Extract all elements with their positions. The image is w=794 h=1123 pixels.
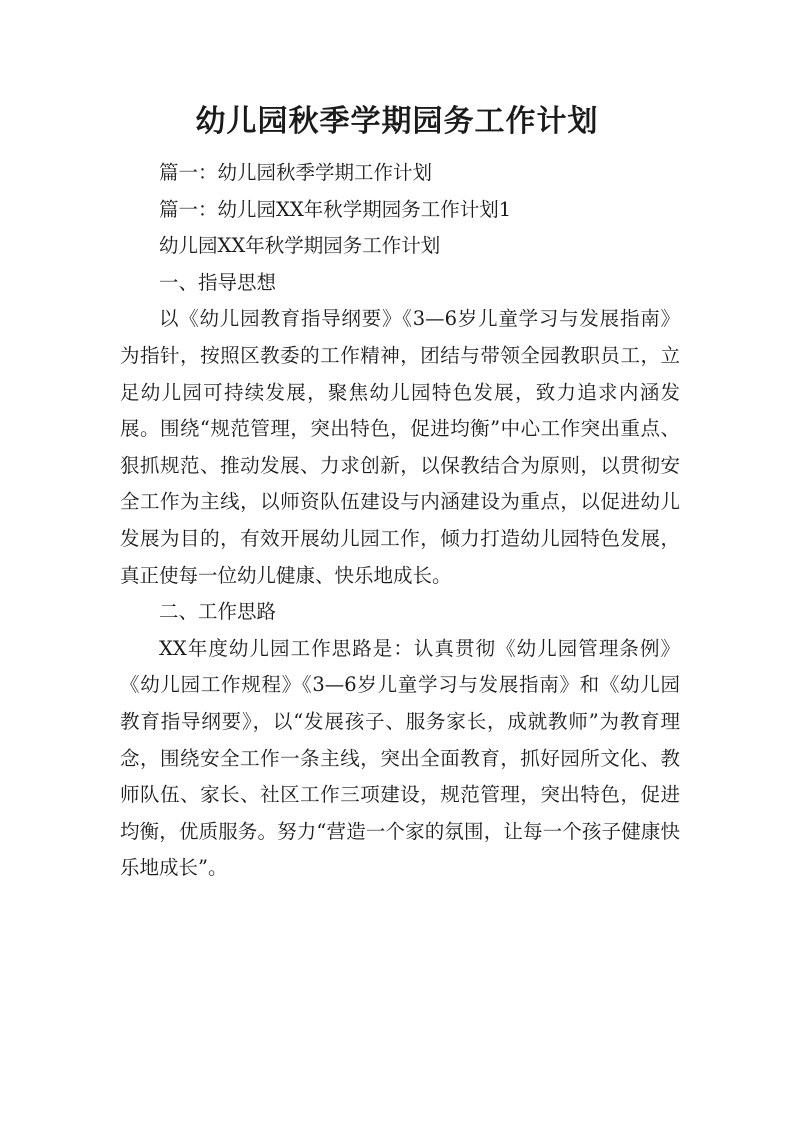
subtitle-2: 篇一：幼儿园XX年秋学期园务工作计划1 bbox=[159, 197, 512, 221]
section-2-paragraph: XX年度幼儿园工作思路是：认真贯彻《幼儿园管理条例》《幼儿园工作规程》《3—6岁儿童学习与发展指南》和《幼儿园教育指导纲要》，以“发展孩子、服务家长，成就教师”为教育理念，围绕安全工作一条主线，突出全面教育，抓好园所文化、教师队伍、家长、社区工作三项建设，规范管理，突出特色，促进均衡，优质服务。努力“营造一个家的氛围，让每一个孩子健康快乐地成长”。 bbox=[120, 636, 680, 880]
section-1-paragraph: 以《幼儿园教育指导纲要》《3—6岁儿童学习与发展指南》为指针，按照区教委的工作精神，团结与带领全园教职员工，立足幼儿园可持续发展，聚焦幼儿园特色发展，致力追求内涵发展。围绕“规范管理，突出特色，促进均衡”中心工作突出重点、狠抓规范、推动发展、力求创新，以保教结合为原则，以贯彻安全工作为主线，以师资队伍建设与内涵建设为重点，以促进幼儿发展为目的，有效开展幼儿园工作，倾力打造幼儿园特色发展，真正使每一位幼儿健康、快乐地成长。 bbox=[120, 307, 680, 587]
section-1-heading: 一、指导思想 bbox=[159, 270, 277, 294]
document-title: 幼儿园秋季学期园务工作计划 bbox=[195, 104, 599, 139]
subtitle-1: 篇一：幼儿园秋季学期工作计划 bbox=[159, 161, 433, 184]
section-2-heading: 二、工作思路 bbox=[159, 600, 277, 624]
subtitle-3: 幼儿园XX年秋学期园务工作计划 bbox=[159, 234, 441, 258]
document-body bbox=[120, 155, 680, 887]
